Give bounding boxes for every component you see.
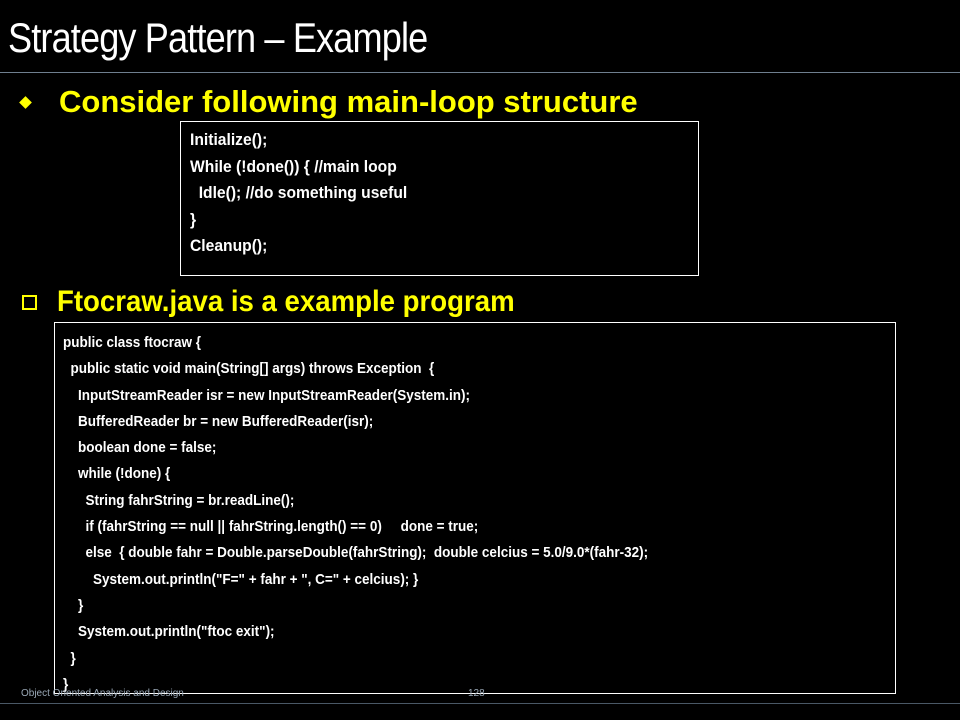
code-line: While (!done()) { //main loop [190,156,397,176]
main-loop-code-box [180,121,699,276]
bullet-main-loop [18,80,638,124]
code-line: System.out.println("F=" + fahr + ", C=" + celcius); } [63,570,419,588]
diamond-icon [19,96,32,109]
code-line: Initialize(); [190,130,268,149]
code-line: public static void main(String[] args) throws Exception { [63,360,435,378]
footer-divider [0,703,960,704]
code-line: if (fahrString == null || fahrString.length() == 0) done = true; [63,518,479,536]
code-line: InputStreamReader isr = new InputStreamReader(System.in); [63,386,470,404]
code-line: } [190,209,197,229]
code-line: Cleanup(); [190,236,268,255]
code-line: } [63,649,76,667]
title-divider [0,72,960,73]
bullet-example-program-text: Ftocraw.java is a example program [57,285,515,318]
code-line: } [63,596,84,614]
slide-title: Strategy Pattern – Example [8,14,428,61]
code-line: System.out.println("ftoc exit"); [63,623,275,641]
code-line: while (!done) { [63,465,171,483]
footer-course-name: Object Oriented Analysis and Design [21,688,184,699]
code-line: } [63,675,69,693]
code-line: else { double fahr = Double.parseDouble(fahrString); double celcius = 5.0/9.0*(fahr-32); [63,544,649,562]
code-line: Idle(); //do something useful [190,183,408,202]
checkbox-icon [22,295,37,310]
bullet-example-program [22,280,554,324]
ftocraw-code-box [54,322,896,694]
bullet-main-loop-text: Consider following main-loop structure [59,84,638,119]
footer-page-number: 128 [468,688,485,699]
code-line: boolean done = false; [63,439,217,457]
code-line: String fahrString = br.readLine(); [63,491,295,509]
code-line: public class ftocraw { [63,334,202,351]
code-line: BufferedReader br = new BufferedReader(isr); [63,412,374,430]
